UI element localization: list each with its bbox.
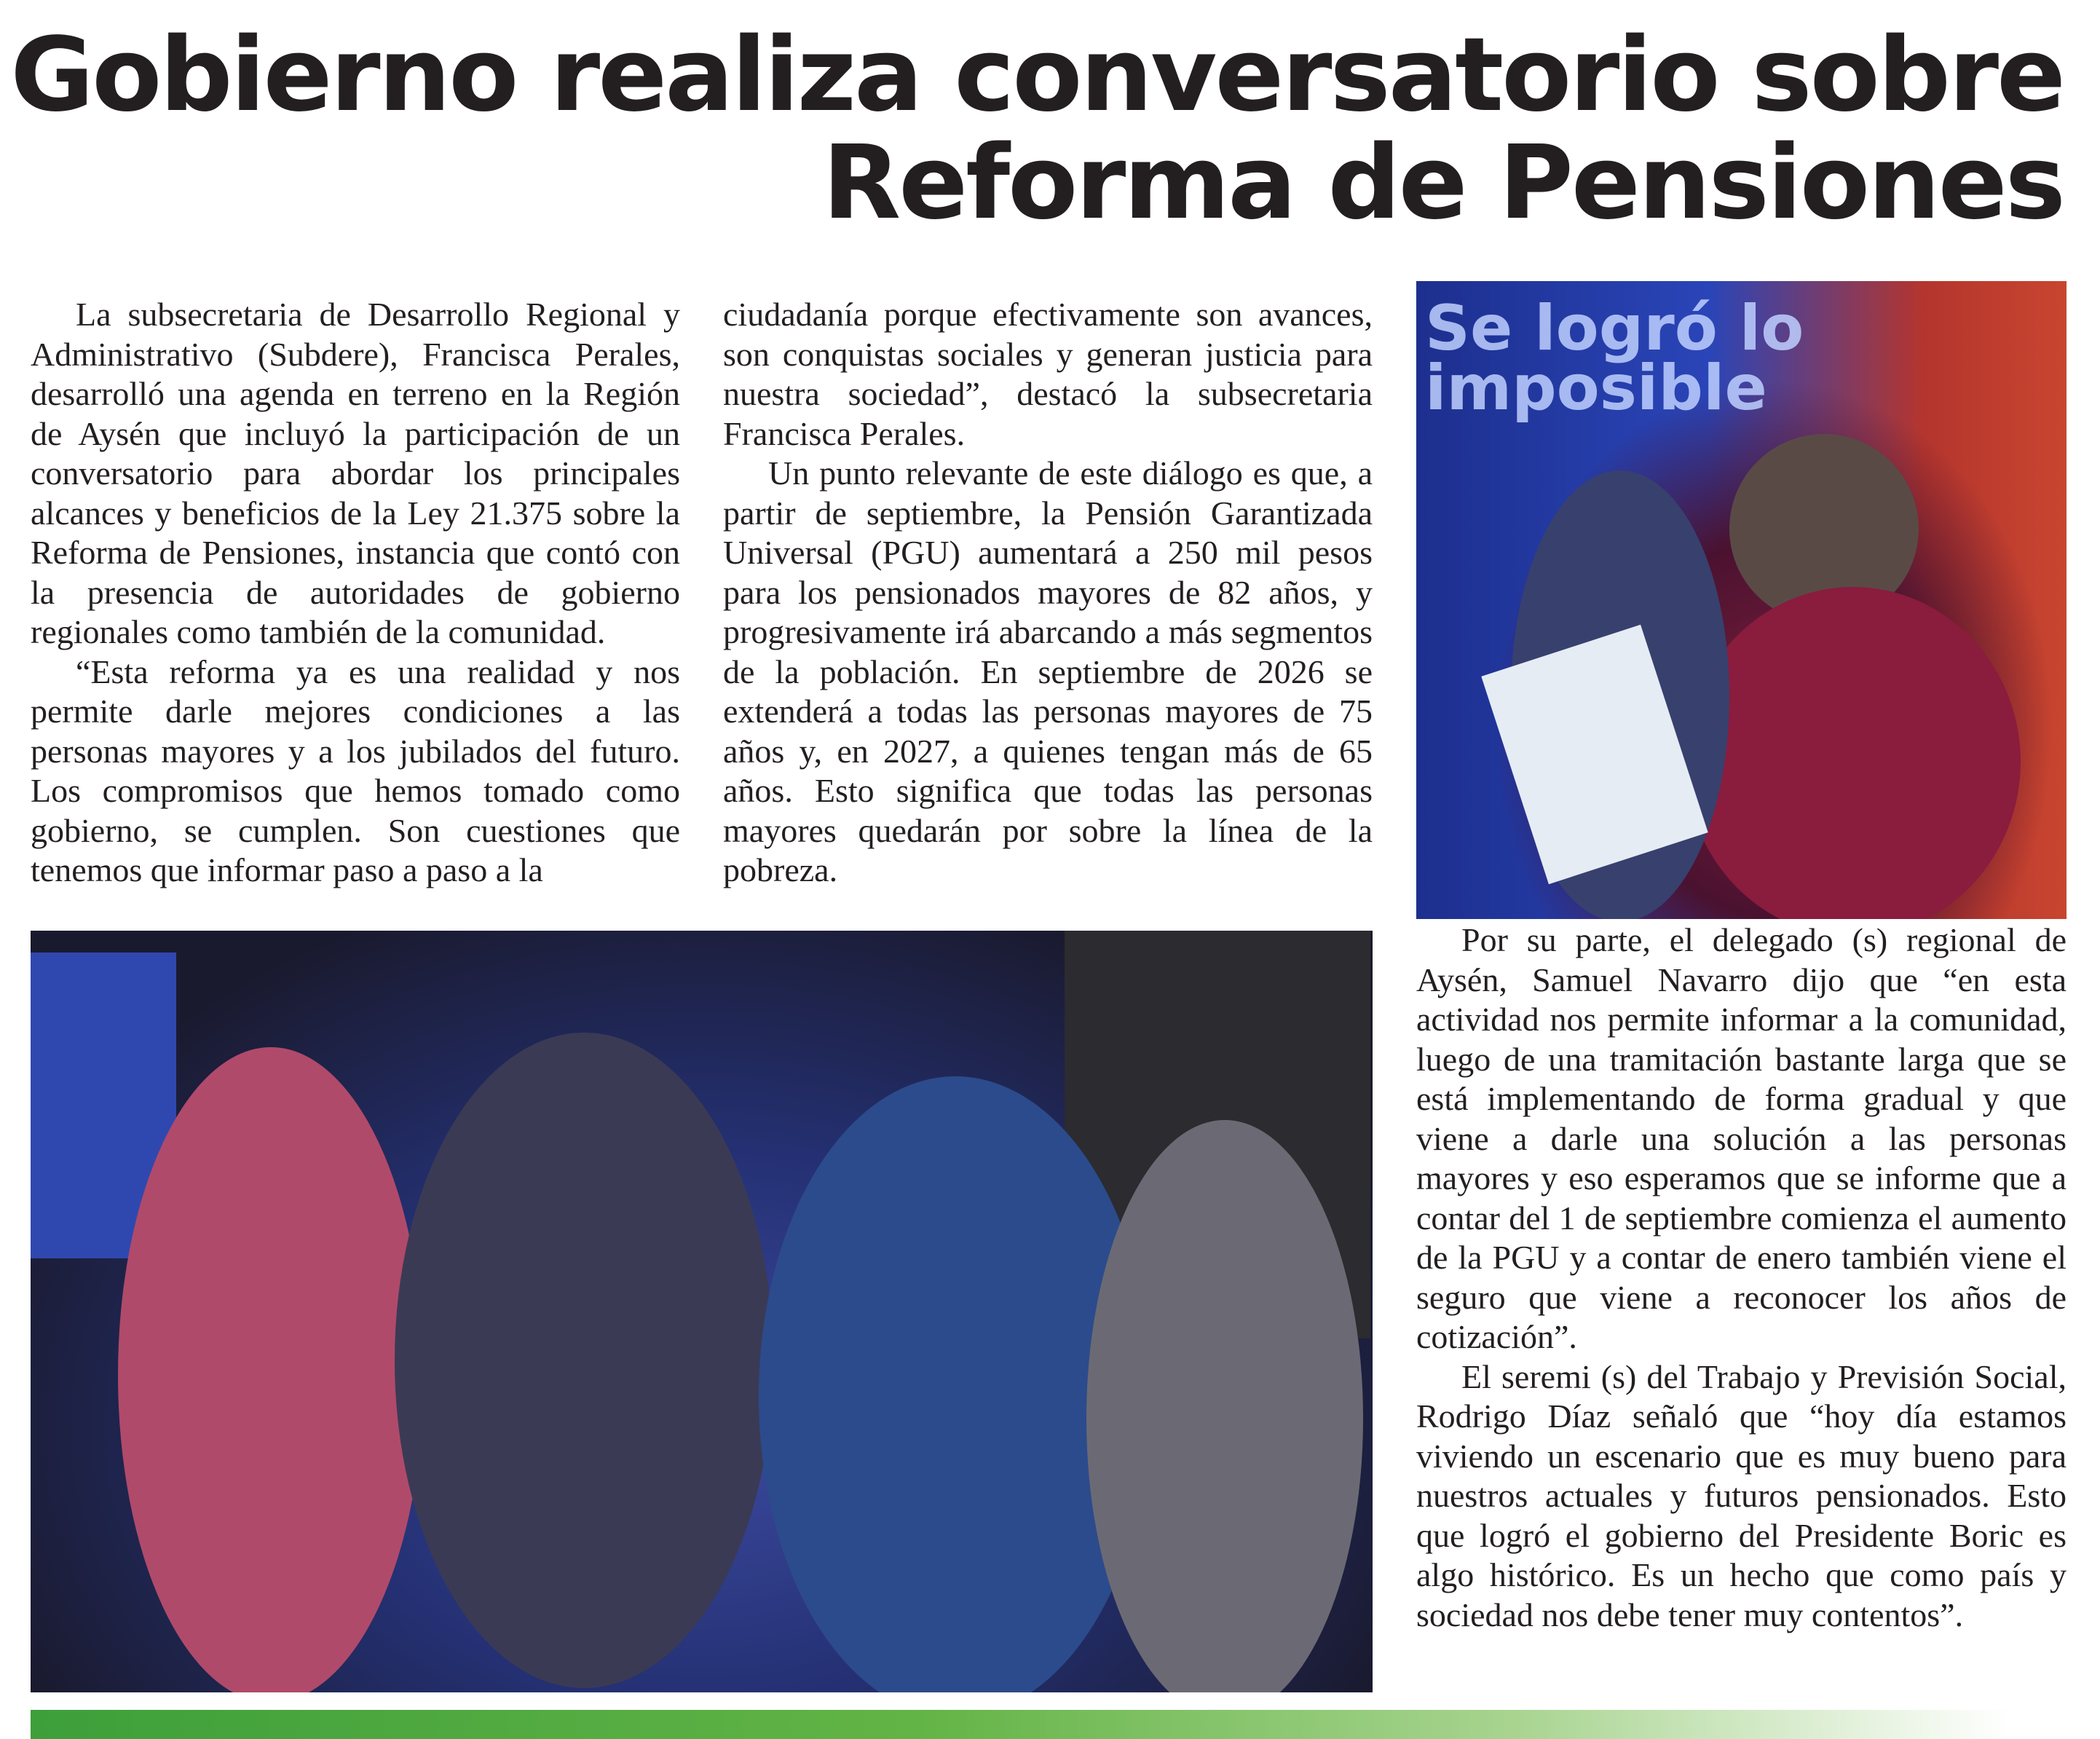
photo-woman-reading: [1416, 281, 2067, 919]
person-shape: [1086, 1120, 1363, 1692]
article-column-1: [31, 295, 680, 891]
paragraph: ciudadanía porque efectivamente son avances, son conquistas sociales y generan justicia para nuestra sociedad”, destacó la subsecretaria Francisca Perales.: [723, 296, 1373, 452]
paragraph: La subsecretaria de Desarrollo Regional y Administrativo (Subdere), Francisca Perales, desarrolló una agenda en terreno en la Región de Aysén que incluyó la participación de un conversatorio para abordar los principales alcances y beneficios de la Ley 21.375 sobre la Reforma de Pensiones, instancia que contó con la presencia de autoridades de gobierno regionales como también de la comunidad.: [31, 296, 680, 650]
person-shape: [1686, 587, 2021, 919]
paragraph: Un punto relevante de este diálogo es que, a partir de septiembre, la Pensión Garantizada Universal (PGU) aumentará a 250 mil pesos para los pensionados mayores de 82 años, y progresivamente irá abarcando a más segmentos de la población. En septiembre de 2026 se extenderá a todas las personas mayores de 75 años y, en 2027, a quienes tengan más de 65 años. Esto significa que todas las personas mayores quedarán por sobre la línea de la pobreza.: [723, 454, 1373, 888]
bottom-green-bar: [31, 1710, 2011, 1739]
photo-group-event: [31, 931, 1373, 1692]
article-column-2: [723, 295, 1373, 891]
headline-line-1: Gobierno realiza conversatorio sobre: [10, 16, 2064, 135]
headline: [10, 16, 2064, 242]
paragraph: Por su parte, el delegado (s) regional de Aysén, Samuel Navarro dijo que “en esta actividad nos permite informar a la comunidad, luego de una tramitación bastante larga que se está implementando de forma gradual y que viene a darle una solución a las personas mayores y eso esperamos que se informe que a contar del 1 de septiembre comienza el aumento de la PGU y a contar de enero también viene el seguro que viene a reconocer los años de cotización”.: [1416, 921, 2067, 1355]
headline-line-2: Reforma de Pensiones: [822, 124, 2064, 242]
person-shape: [395, 1033, 773, 1688]
person-shape: [118, 1047, 424, 1692]
banner-slogan: Se logró lo imposible: [1425, 292, 1804, 425]
paragraph: El seremi (s) del Trabajo y Previsión Social, Rodrigo Díaz señaló que “hoy día estamos viviendo un escenario que es muy bueno para nuestros actuales y futuros pensionados. Esto que logró el gobierno del Presidente Boric es algo histórico. Es un hecho que como país y sociedad nos debe tener muy contentos”.: [1416, 1357, 2067, 1633]
article-column-3: [1416, 920, 2067, 1635]
paragraph: “Esta reforma ya es una realidad y nos permite darle mejores condiciones a las personas mayores y a los jubilados del futuro. Los compromisos que hemos tomado como gobierno, se cumplen. Son cuestiones que tenemos que informar paso a paso a la: [31, 652, 680, 888]
